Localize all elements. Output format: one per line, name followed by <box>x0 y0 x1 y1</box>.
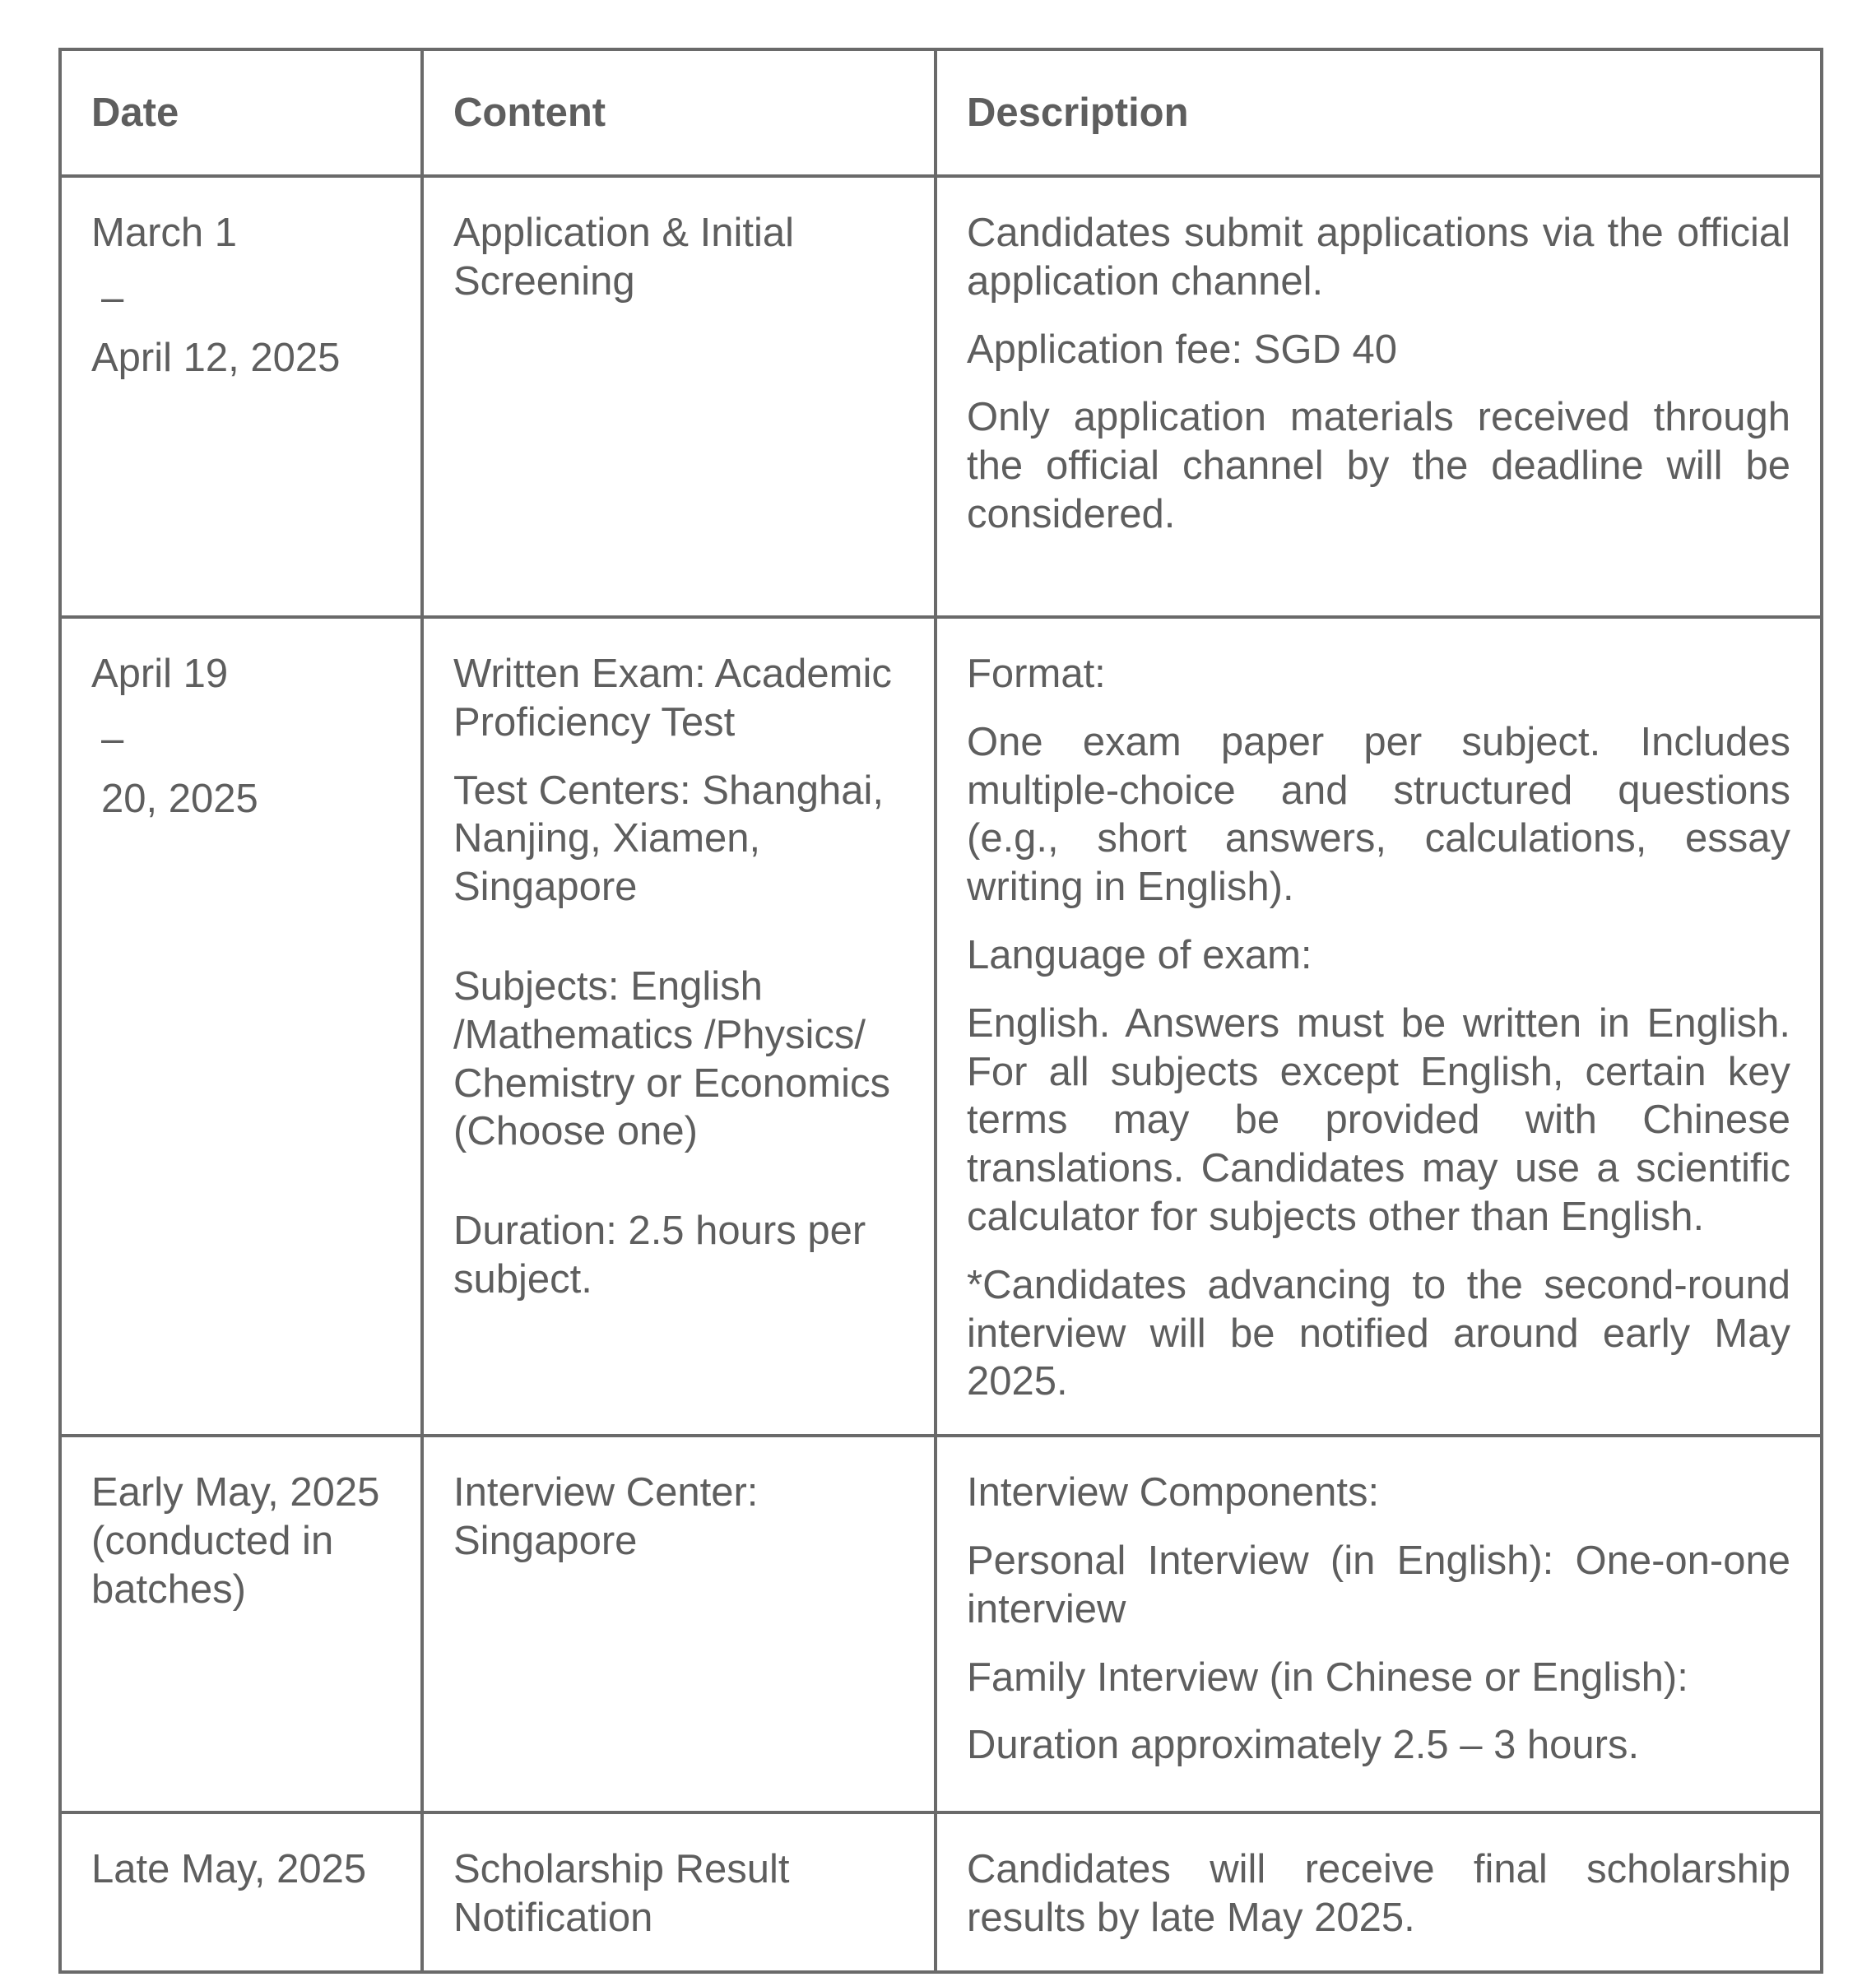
description-text: Candidates submit applications via the official application channel. <box>967 211 1790 304</box>
date-cell: Late May, 2025 <box>60 1812 422 1972</box>
description-text: Application fee: SGD 40 <box>967 327 1397 372</box>
date-start: March 1 <box>91 211 238 255</box>
description-text: Duration approximately 2.5 – 3 hours. <box>967 1723 1640 1768</box>
header-row <box>60 49 1822 176</box>
description-text: English. Answers must be written in English. For all subjects except English, certain key terms may be provided with Chinese translations. Candidates may use a scientific calculator for subjects other than English. <box>967 1000 1790 1239</box>
content-text: Interview Center: Singapore <box>453 1470 759 1563</box>
content-cell <box>422 617 936 1436</box>
table-row <box>60 1812 1822 1972</box>
table-row <box>60 1436 1822 1812</box>
description-cell <box>936 176 1822 617</box>
content-text: Application & Initial Screening <box>453 211 795 304</box>
date-cell <box>60 617 422 1436</box>
content-cell <box>422 176 936 617</box>
content-text: Test Centers: Shanghai, Nanjing, Xiamen, Singapore <box>453 768 884 910</box>
content-text: Subjects: English /Mathematics /Physics/ Chemistry or Economics (Choose one) <box>453 963 890 1154</box>
description-text: Personal Interview (in English): One-on-one interview <box>967 1538 1790 1631</box>
description-text: One exam paper per subject. Includes multiple-choice and structured questions (e.g., short answers, calculations, essay writing in English). <box>967 719 1790 910</box>
header-content: Content <box>422 49 936 176</box>
date-start: April 19 <box>91 652 229 696</box>
date-end: April 12, 2025 <box>91 335 341 380</box>
content-cell <box>422 1436 936 1812</box>
table-row <box>60 176 1822 617</box>
content-text: Written Exam: Academic Proficiency Test <box>453 652 892 745</box>
content-text: Scholarship Result Notification <box>453 1847 790 1940</box>
date-end: 20, 2025 <box>101 776 258 821</box>
description-text: Candidates will receive final scholarship results by late May 2025. <box>967 1847 1790 1940</box>
date-separator: – <box>101 716 124 761</box>
date-cell <box>60 176 422 617</box>
schedule-table <box>58 48 1823 1974</box>
description-text: *Candidates advancing to the second-round interview will be notified around early May 2025. <box>967 1262 1790 1404</box>
header-description: Description <box>936 49 1822 176</box>
description-cell <box>936 1436 1822 1812</box>
description-text: Only application materials received through the official channel by the deadline will be considered. <box>967 395 1790 536</box>
header-date: Date <box>60 49 422 176</box>
description-text: Interview Components: <box>967 1470 1380 1515</box>
description-text: Format: <box>967 652 1106 696</box>
content-text: Duration: 2.5 hours per subject. <box>453 1209 866 1302</box>
content-cell <box>422 1812 936 1972</box>
description-cell <box>936 1812 1822 1972</box>
date-separator: – <box>101 275 124 320</box>
date-cell: Early May, 2025 (conducted in batches) <box>60 1436 422 1812</box>
description-cell <box>936 617 1822 1436</box>
description-text: Family Interview (in Chinese or English): <box>967 1654 1688 1700</box>
table-row <box>60 617 1822 1436</box>
description-text: Language of exam: <box>967 932 1312 977</box>
